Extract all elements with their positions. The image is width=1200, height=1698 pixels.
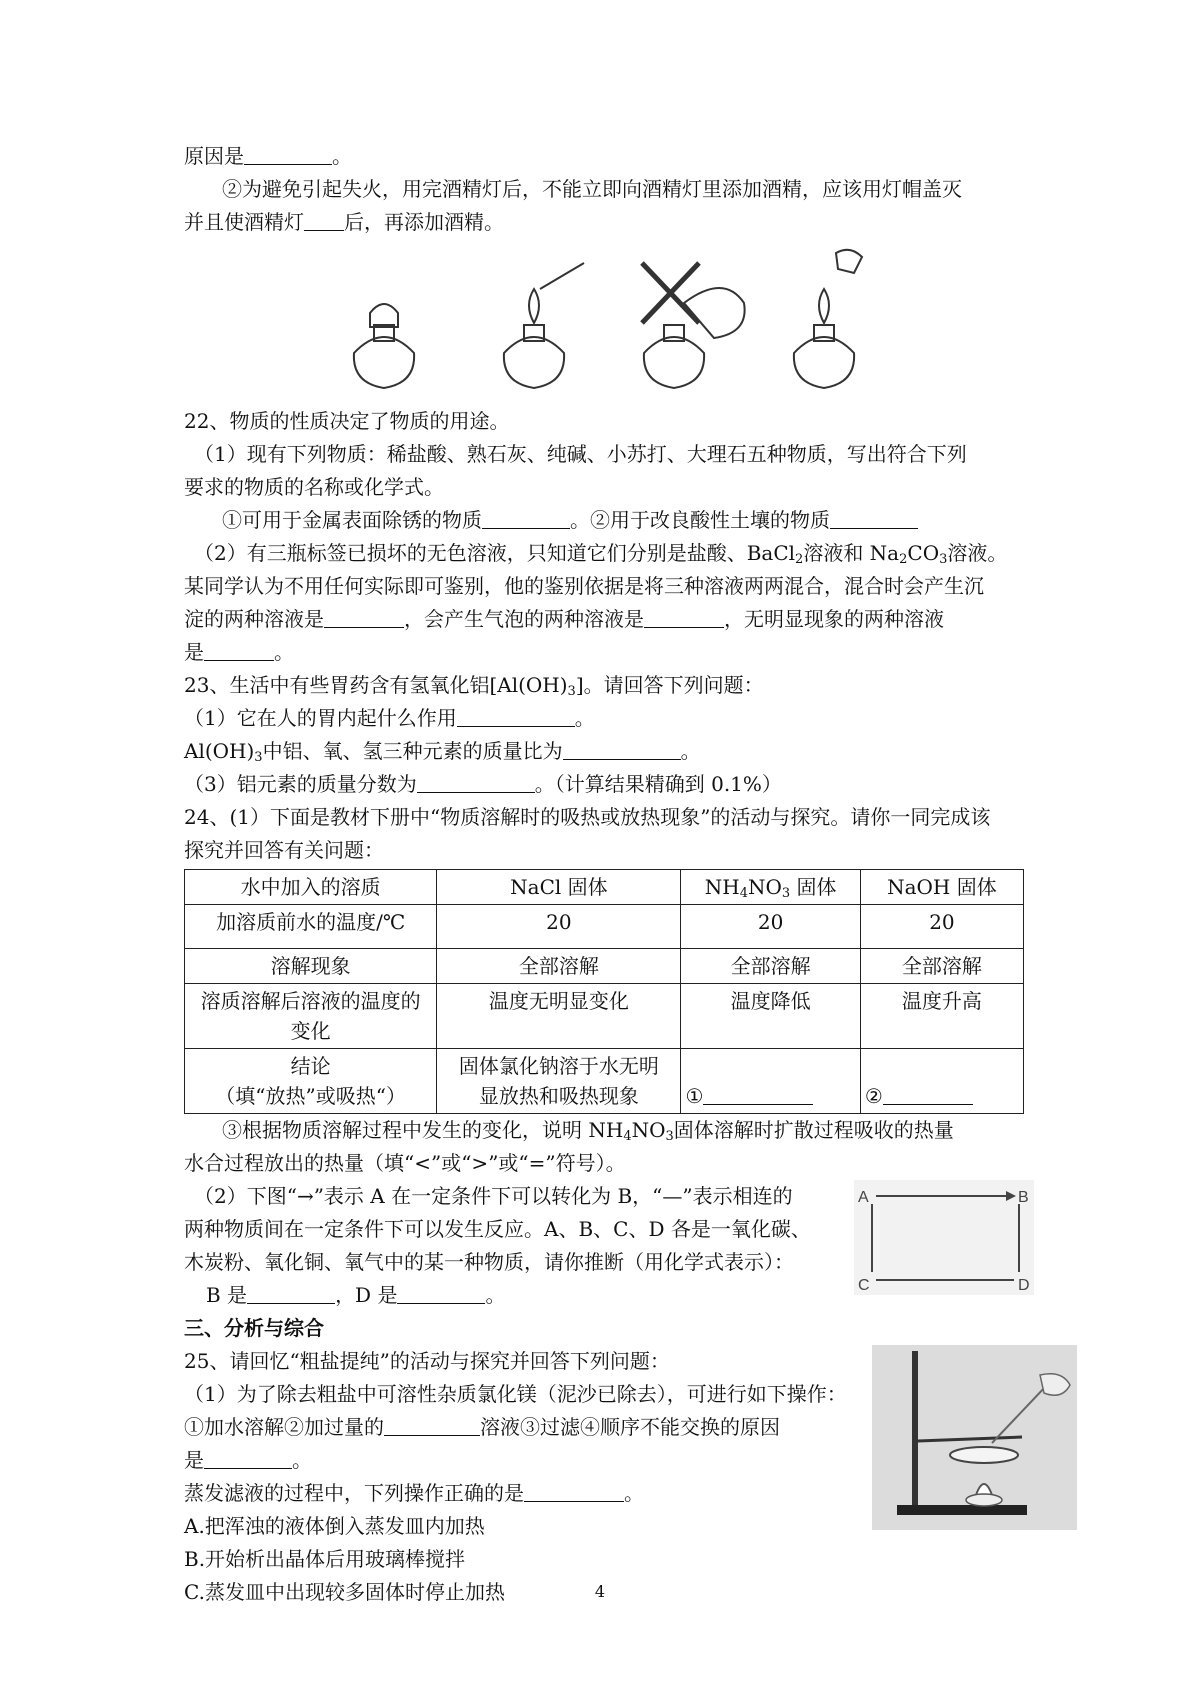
text-line: 探究并回答有关问题： [184, 838, 384, 862]
table-cell: 全部溶解 [860, 949, 1023, 984]
option-b: B.开始析出晶体后用玻璃棒搅拌 [184, 1547, 466, 1571]
table-cell: 20 [437, 905, 681, 949]
section-heading: 三、分析与综合 [184, 1316, 324, 1340]
table-cell: ① [681, 1049, 860, 1114]
answer-blank[interactable] [883, 1084, 973, 1105]
question-24: 24、(1）下面是教材下册中“物质溶解时的吸热或放热现象”的活动与探究。请你一同完成该 [184, 805, 991, 829]
question-24-2 [184, 1180, 1030, 1312]
question-22: 22、物质的性质决定了物质的用途。 [184, 409, 510, 433]
text-line: （3）铝元素的质量分数为 。（计算结果精确到 0.1%） [184, 772, 782, 796]
table-row [185, 984, 1024, 1049]
text-line: ②为避免引起失火，用完酒精灯后，不能立即向酒精灯里添加酒精，应该用灯帽盖灭 [222, 177, 962, 201]
answer-blank[interactable] [703, 1084, 813, 1105]
text-line: （1）它在人的胃内起什么作用 。 [184, 706, 595, 730]
text-line: ③根据物质溶解过程中发生的变化，说明 $NH_4NO_3$固体溶解时扩散过程吸收的热量 [222, 1118, 954, 1144]
text-line: 25、请回忆“粗盐提纯”的活动与探究并回答下列问题： [184, 1349, 670, 1373]
answer-blank[interactable] [644, 607, 724, 628]
alcohol-lamp-illustration [344, 243, 884, 403]
answer-blank[interactable] [384, 1415, 480, 1436]
answer-blank[interactable] [563, 739, 681, 760]
document-page [184, 140, 1030, 1609]
text-line: （1）现有下列物质：稀盐酸、熟石灰、纯碱、小苏打、大理石五种物质，写出符合下列 [194, 442, 967, 466]
text-line: 某同学认为不用任何实际即可鉴别，他的鉴别依据是将三种溶液两两混合，混合时会产生沉 [184, 574, 984, 598]
answer-blank[interactable] [247, 1283, 335, 1304]
question-25 [184, 1345, 1024, 1609]
table-row [185, 870, 1024, 905]
table-cell: 溶解现象 [185, 949, 437, 984]
answer-blank[interactable] [482, 508, 570, 529]
text-line: ①可用于金属表面除锈的物质 。②用于改良酸性土壤的物质 [184, 504, 1024, 537]
table-cell: 固体氯化钠溶于水无明 显放热和吸热现象 [437, 1049, 681, 1114]
text-line: 水合过程放出的热量（填“<”或“>”或“=”符号）。 [184, 1151, 626, 1175]
question-23: 23、生活中有些胃药含有氢氧化铝$[Al(OH)_3]$。请回答下列问题： [184, 673, 764, 699]
table-cell: NaCl 固体 [437, 870, 681, 905]
text-line: （2）有三瓶标签已损坏的无色溶液，只知道它们分别是盐酸、BaCl$_2$溶液和 $Na_2CO_3$溶液。 [194, 541, 1008, 567]
text-line: 原因是 。 [184, 144, 352, 168]
text-line: （1）为了除去粗盐中可溶性杂质氯化镁（泥沙已除去），可进行如下操作： [184, 1382, 847, 1406]
text-line: 淀的两种溶液是 ，会产生气泡的两种溶液是 ，无明显现象的两种溶液 [184, 607, 944, 631]
table-row [185, 949, 1024, 984]
option-c: C.蒸发皿中出现较多固体时停止加热 [184, 1580, 505, 1604]
table-cell: NaOH 固体 [860, 870, 1023, 905]
answer-blank[interactable] [830, 508, 918, 529]
dissolution-table [184, 869, 1024, 1114]
answer-blank[interactable] [457, 706, 575, 727]
text-line: ①加水溶解②加过量的 溶液③过滤④顺序不能交换的原因 [184, 1415, 780, 1439]
answer-blank[interactable] [204, 1448, 292, 1469]
text-line: 并且使酒精灯 后，再添加酒精。 [184, 210, 504, 234]
text-line: 是 。 [184, 1448, 312, 1472]
table-cell: 温度升高 [860, 984, 1023, 1049]
evaporation-apparatus-photo [872, 1345, 1077, 1530]
answer-blank[interactable] [304, 210, 344, 231]
table-cell: 全部溶解 [437, 949, 681, 984]
answer-blank[interactable] [397, 1283, 485, 1304]
table-cell: 溶质溶解后溶液的温度的 变化 [185, 984, 437, 1049]
page-number: 4 [594, 1582, 606, 1601]
node-a-label: A [858, 1189, 869, 1206]
table-cell: ② [860, 1049, 1023, 1114]
answer-blank[interactable] [204, 640, 274, 661]
text-line: 两种物质间在一定条件下可以发生反应。A、B、C、D 各是一氧化碳、 [184, 1217, 811, 1241]
answer-blank[interactable] [524, 1481, 624, 1502]
table-cell: 加溶质前水的温度/℃ [185, 905, 437, 949]
reaction-diagram [854, 1180, 1034, 1295]
text-line: 要求的物质的名称或化学式。 [184, 475, 444, 499]
table-cell: 结论 （填“放热”或吸热“） [185, 1049, 437, 1114]
table-cell: 20 [681, 905, 860, 949]
node-b-label: B [1018, 1189, 1029, 1206]
table-cell: 温度降低 [681, 984, 860, 1049]
node-d-label: D [1018, 1277, 1030, 1294]
option-a: A.把浑浊的液体倒入蒸发皿内加热 [184, 1514, 485, 1538]
table-row [185, 905, 1024, 949]
text-line: 蒸发滤液的过程中，下列操作正确的是 。 [184, 1481, 644, 1505]
text-line: $Al(OH)_3$中铝、氧、氢三种元素的质量比为 。 [184, 739, 701, 765]
text-line: 木炭粉、氧化铜、氧气中的某一种物质，请你推断（用化学式表示）： [184, 1250, 794, 1274]
table-cell: $NH_4NO_3$ 固体 [681, 870, 860, 905]
text-line: B 是 ，D 是 。 [206, 1283, 506, 1307]
table-row [185, 1049, 1024, 1114]
answer-blank[interactable] [324, 607, 404, 628]
table-cell: 温度无明显变化 [437, 984, 681, 1049]
table-cell: 水中加入的溶质 [185, 870, 437, 905]
table-cell: 全部溶解 [681, 949, 860, 984]
text-line: 是 。 [184, 640, 294, 664]
alcohol-lamp-figure [184, 243, 1024, 403]
table-cell: 20 [860, 905, 1023, 949]
answer-blank[interactable] [417, 772, 535, 793]
node-c-label: C [858, 1277, 870, 1294]
text-line: （2）下图“→”表示 A 在一定条件下可以转化为 B，“—”表示相连的 [194, 1184, 793, 1208]
answer-blank[interactable] [244, 144, 332, 165]
